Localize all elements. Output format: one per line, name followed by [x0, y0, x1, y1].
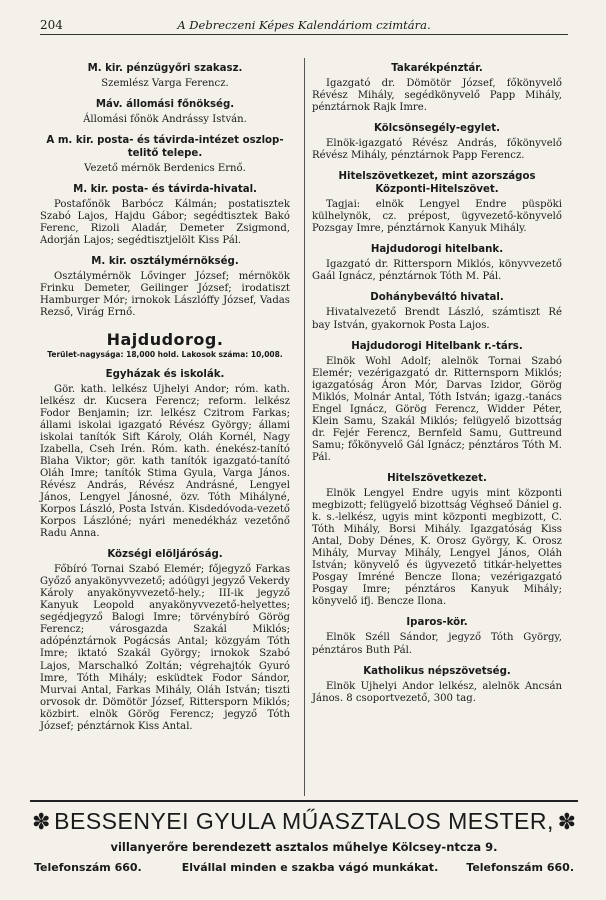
page-header	[40, 18, 568, 35]
section-text: Igazgató dr. Dömötör József, főkönyvelő Révész Mihály, segédkönyvelő Papp Mihály, pénztárnok Rajk Imre.	[312, 78, 562, 114]
ad-title: BESSENYEI GYULA MŰASZTALOS MESTER,	[54, 808, 554, 834]
town-statistics: Terület-nagysága: 18,000 hold. Lakosok száma: 10,008.	[47, 349, 283, 359]
ad-middle-text: Elvállal minden e szakba vágó munkákat.	[181, 861, 439, 874]
section-text: Elnök Ujhelyi Andor lelkész, alelnök Ancsán János. 8 csoportvezető, 300 tag.	[312, 680, 562, 704]
section-text: Elnök-igazgató Révész András, főkönyvelő Révész Mihály, pénztárnok Papp Ferencz.	[312, 138, 562, 162]
ornament-icon: ✽	[557, 810, 576, 835]
running-title: A Debreczeni Képes Kalendáriom czimtára.	[177, 18, 431, 32]
section-heading: Dohánybeváltó hivatal.	[370, 292, 504, 304]
ad-phone-left: Telefonszám 660.	[34, 861, 142, 874]
section-heading: A m. kir. posta- és távirda-intézet oszlop-telitő telepe.	[46, 135, 284, 160]
section-heading: Községi elöljáróság.	[107, 549, 223, 561]
ornament-icon: ✽	[32, 810, 51, 835]
section-heading: Kölcsönsegély-egylet.	[373, 123, 501, 135]
advertisement	[30, 800, 578, 894]
section-heading: M. kir. osztálymérnökség.	[91, 256, 239, 268]
page-number: 204	[40, 18, 63, 32]
section-heading: Katholikus népszövetség.	[363, 665, 511, 677]
section-heading: Egyházak és iskolák.	[105, 368, 225, 380]
section-text: Igazgató dr. Rittersporn Miklós, könyvvezető Gaál Ignácz, pénztárnok Tóth M. Pál.	[312, 259, 562, 283]
section-text: Osztálymérnök Lővinger József; mérnökök Frinku Demeter, Geilinger József; irodatiszt Hamburger Mór; irnokok Lászlóffy József, Vadas Rezső, Virág Ernő.	[40, 271, 290, 319]
section-text: Hivatalvezető Brendt László, számtiszt Ré bay István, gyakornok Posta Lajos.	[312, 307, 562, 331]
section-heading: Iparos-kör.	[406, 617, 468, 629]
section-text: Szemlész Varga Ferencz.	[101, 78, 229, 89]
section-heading: Hitelszövetkezet.	[387, 472, 487, 484]
section-heading: Máv. állomási főnökség.	[95, 99, 235, 111]
section-heading: Hajdudorogi Hitelbank r.-társ.	[351, 340, 523, 352]
section-heading: Takarékpénztár.	[391, 63, 483, 74]
section-text: Gör. kath. lelkész Ujhelyi Andor; róm. kath. lelkész dr. Kucsera Ferencz; reform. lelkész Fodor Benjamin; izr. lelkész Czitrom Farkas; állami iskolai igazgató Révész György; állami iskolai tanítók Sift Károly, Oláh Kornél, Nagy Izabella, Cseh Irén. Róm. kath. énekész-tanító Blaha Viktor; gör. kath tanítók igazgató-tanító Oláh Imre; tanítók Stima Gyula, Varga János. Révész András, Révész Andrásné, Lengyel János, Lengyel Jánosné, özv. Tóth Mihályné, Korpos László, Posta István. Kisdedóvoda-vezető Korpos Lászlóné; nyári menedékház vezetőnő Radu Anna.	[40, 383, 290, 540]
section-text: Főbíró Tornai Szabó Elemér; főjegyző Farkas Győző anyakönyvvezető; adóügyi jegyző Vekerdy Károly anyakönyvvezető-hely.; III-ik jegyző Kanyuk Leopold anyakönyvvezető-helyettes; segédjegyző Balogi Imre; törvénybíró Görög Ferencz; városgazda Szakál Miklós; adópénztárnok Pogácsás Antal; közgyám Tóth Imre; iktató Szakál György; irnokok Szabó Lajos, Marschalkó Zoltán; végrehajtók Gyuró Imre, Tóth Mihály; esküdtek Fodor Sándor, Murvai Antal, Farkas Mihály, Oláh István; tiszti orvosok dr. Dömötör József, Rittersporn Miklós; közbirt. elnök Görög Ferencz; jegyző Tóth József; pénztárnok Kiss Antal.	[40, 564, 290, 732]
right-column	[312, 62, 562, 705]
section-heading: Hajdudorogi hitelbank.	[370, 244, 504, 256]
town-heading: Hajdudorog.	[106, 329, 224, 349]
section-text: Postafőnök Barbócz Kálmán; postatisztek Szabó Lajos, Hajdu Gábor; segédtisztek Bakó Ferenc, Rizoli Aladár, Demeter Zsigmond, Adorján Lajos; segédtisztjelölt Kiss Pál.	[40, 199, 290, 247]
section-text: Vezető mérnök Berdenics Ernő.	[84, 163, 246, 175]
section-text: Tagjai: elnök Lengyel Endre püspöki külhelynök, cz. prépost, ügyvezető-könyvelő Pozsgay Imre, pénztárnok Kanyuk Mihály.	[312, 199, 562, 235]
ad-subtitle: villanyerőre berendezett asztalos műhelye Kölcsey-ntcza 9.	[110, 840, 498, 854]
column-divider	[304, 58, 305, 796]
section-text: Állomási főnök Andrássy István.	[83, 114, 247, 126]
section-text: Elnök Lengyel Endre ugyis mint központi megbizott; felügyelő bizottság Véghseő Dániel g. k. s.-lelkész, ugyis mint központi megbizott, C. Tóth Mihály, Borsi Mihály. Igazgatóság Kiss Antal, Doby Dénes, K. Orosz György, K. Orosz Mihály, Murvay Mihály, Lengyel János, Oláh István; könyvelő és ügyvezető titkár-helyettes Posgay Imréné Bencze Ilona; vezérigazgató Posgay Imre; pénztáros Kanyuk Mihály; könyvelő ifj. Bencze Ilona.	[312, 487, 562, 608]
section-text: Elnök Wohl Adolf; alelnök Tornai Szabó Elemér; vezérigazgató dr. Ritternsporn Miklós; igazgatóság Áron Mór, Darvas Izidor, Görög Miklós, Molnár Antal, Tóth István; igazg.-tanács Engel Ignácz, Görög Ferencz, Widder Péter, Klein Samu, Szakál Miklós; felügyelő bizottság dr. Fejér Ferencz, Bernfeld Samu, Guttreund Samu; főkönyvelő Gál Ignácz; pénztáros Tóth M. Pál.	[312, 355, 562, 463]
section-heading: M. kir. pénzügyőri szakasz.	[87, 63, 243, 74]
section-heading: M. kir. posta- és távirda-hivatal.	[73, 184, 257, 196]
section-text: Elnök Széll Sándor, jegyző Tóth György, pénztáros Buth Pál.	[312, 632, 562, 656]
section-heading: Hitelszövetkezet, mint azországos Központi-Hitelszövet.	[338, 171, 536, 196]
left-column	[40, 62, 290, 733]
ad-phone-right: Telefonszám 660.	[466, 861, 574, 874]
